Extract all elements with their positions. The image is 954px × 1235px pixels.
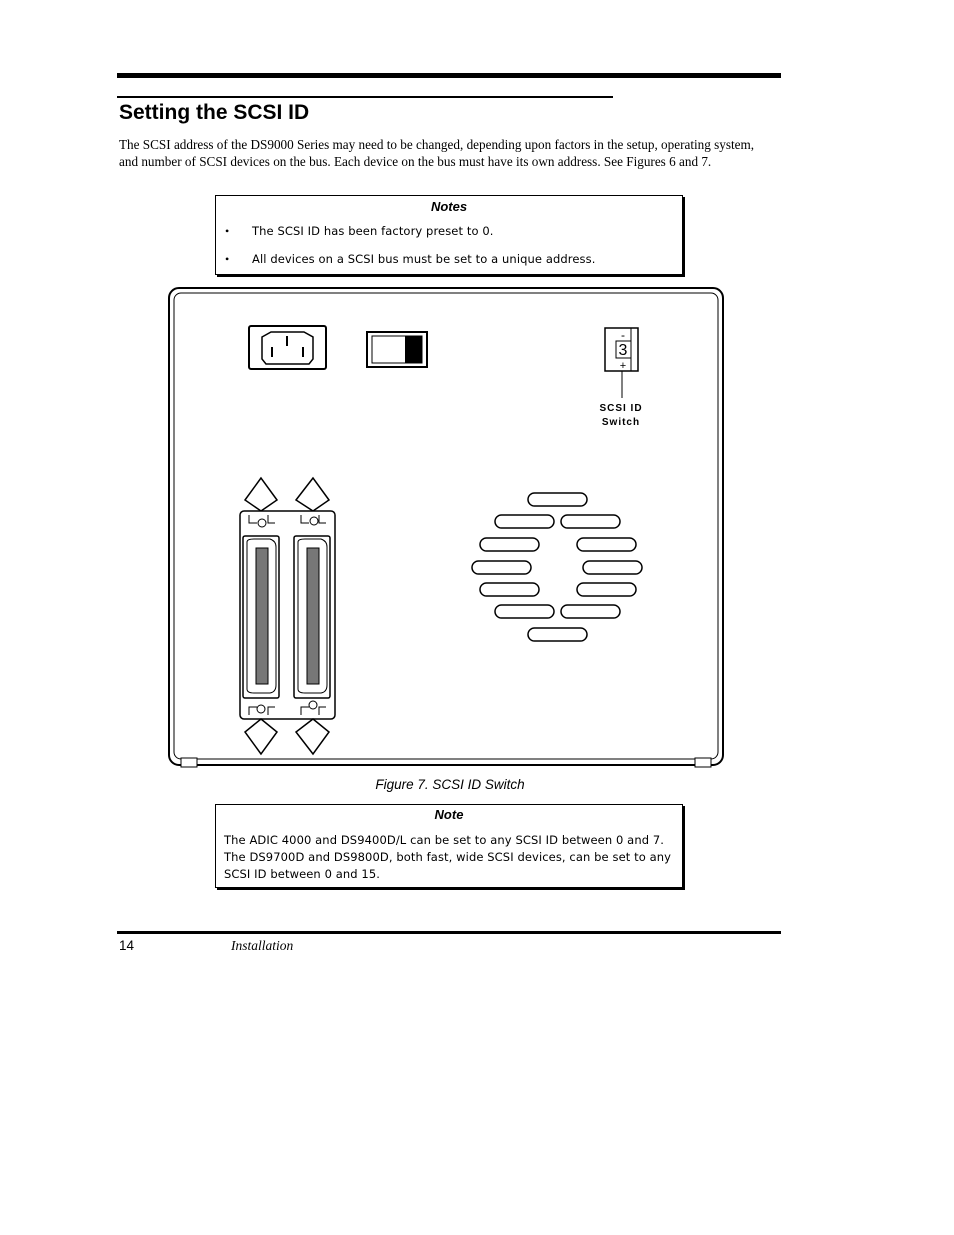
power-inlet-icon xyxy=(249,326,326,369)
note-body xyxy=(224,832,674,883)
header-rule xyxy=(117,73,781,78)
list-item xyxy=(216,224,682,238)
page-number: 14 xyxy=(119,938,135,953)
footer-rule xyxy=(117,931,781,934)
rear-panel-figure xyxy=(165,285,730,780)
notes-heading: Notes xyxy=(430,199,468,214)
note-line: The ADIC 4000 and DS9400D/L can be set to any SCSI ID between 0 and 7. xyxy=(224,833,665,847)
scsi-connectors-icon xyxy=(240,478,335,754)
switch-minus: - xyxy=(621,328,625,342)
switch-value: 3 xyxy=(618,342,628,359)
note-line: The DS9700D and DS9800D, both fast, wide SCSI devices, can be set to any xyxy=(224,850,672,864)
foot-right xyxy=(695,758,711,767)
section-title: Setting the SCSI ID xyxy=(119,101,310,124)
bullet: • xyxy=(225,224,230,238)
footer-section-name: Installation xyxy=(231,938,294,953)
switch-label-line2: Switch xyxy=(601,417,641,428)
notes-box xyxy=(215,195,683,275)
intro-paragraph: The SCSI address of the DS9000 Series may need to be changed, depending upon factors in the setup, operating system, and number of SCSI devices on the bus. Each device on the bus must have its own address. See Figures 6 and 7. xyxy=(119,137,755,169)
rear-panel-drawing xyxy=(165,285,730,775)
bullet: • xyxy=(225,252,230,266)
figure-caption: Figure 7. SCSI ID Switch xyxy=(375,777,525,792)
switch-label-line1: SCSI ID xyxy=(599,403,643,414)
title-rule xyxy=(117,96,613,98)
notes-list xyxy=(216,224,682,266)
list-item xyxy=(216,252,682,266)
power-switch-icon xyxy=(367,332,427,367)
note-text: The SCSI ID has been factory preset to 0. xyxy=(252,224,494,238)
foot-left xyxy=(181,758,197,767)
note-text: All devices on a SCSI bus must be set to a unique address. xyxy=(252,252,596,266)
switch-plus: + xyxy=(619,360,627,372)
note-line: SCSI ID between 0 and 15. xyxy=(224,867,381,881)
note-box xyxy=(215,804,683,888)
note-heading: Note xyxy=(434,807,464,822)
